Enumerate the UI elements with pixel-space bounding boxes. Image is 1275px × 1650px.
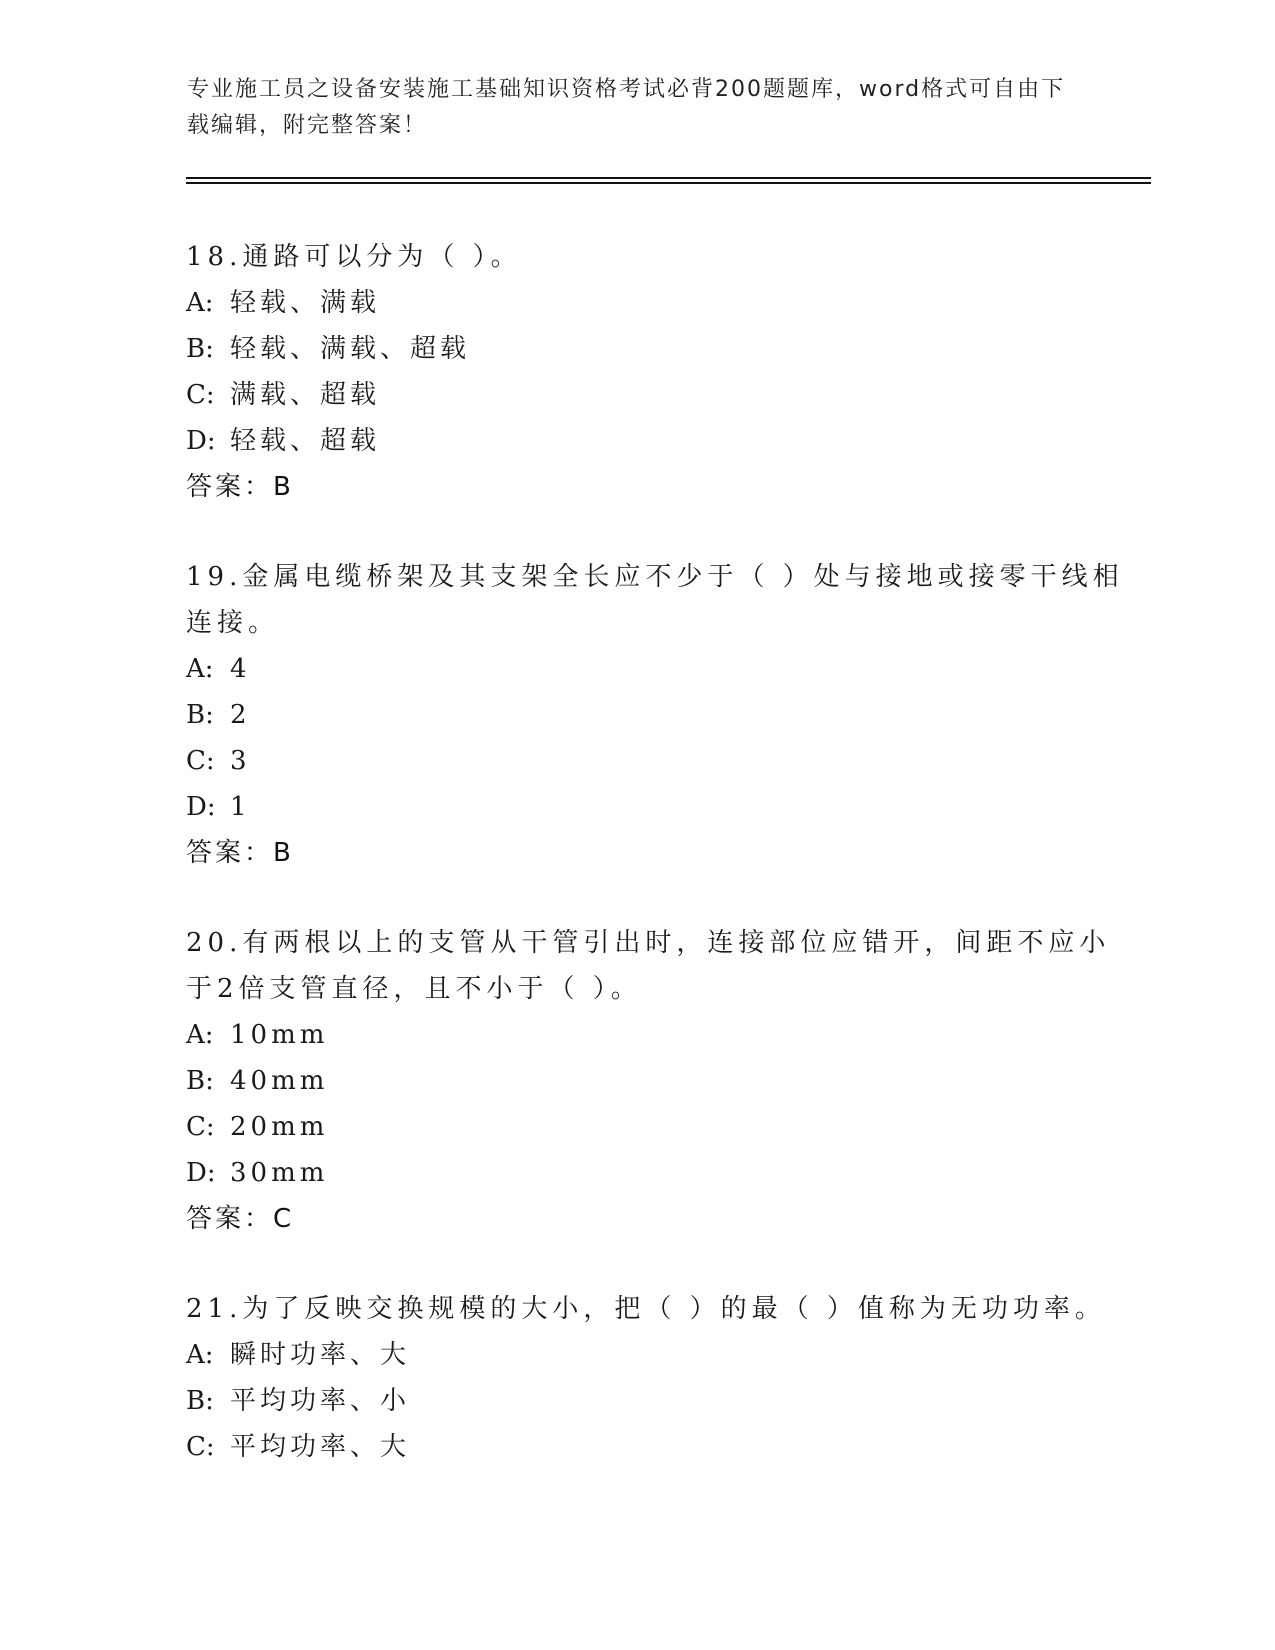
option-letter: C: xyxy=(186,746,215,776)
option-text: 轻载、满载、超载 xyxy=(230,334,471,364)
option-text: 瞬时功率、大 xyxy=(230,1340,411,1370)
option-letter: A: xyxy=(186,1020,214,1050)
option-text: 10mm xyxy=(230,1020,329,1050)
option-letter: C: xyxy=(186,1112,215,1142)
option-a xyxy=(186,1012,1126,1058)
option-text: 1 xyxy=(230,792,251,822)
question-text: 18.通路可以分为（ ）。 xyxy=(186,242,522,272)
option-text: 满载、超载 xyxy=(230,380,381,410)
question-text: 21.为了反映交换规模的大小，把（ ）的最（ ）值称为无功功率。 xyxy=(186,1294,1106,1324)
option-text: 平均功率、大 xyxy=(230,1432,411,1462)
option-letter: A: xyxy=(186,654,214,684)
option-text: 轻载、超载 xyxy=(230,426,381,456)
option-letter: A: xyxy=(186,288,214,318)
option-b xyxy=(186,692,1126,738)
question-list xyxy=(186,234,1126,1514)
option-text: 2 xyxy=(230,700,251,730)
option-a xyxy=(186,1332,1126,1378)
option-letter: B: xyxy=(186,334,214,364)
question-20 xyxy=(186,920,1126,1242)
question-19 xyxy=(186,554,1126,876)
question-21 xyxy=(186,1286,1126,1470)
question-text: 19.金属电缆桥架及其支架全长应不少于（ ）处与接地或接零干线相连接。 xyxy=(186,562,1124,638)
option-b xyxy=(186,1378,1126,1424)
option-letter: C: xyxy=(186,1432,215,1462)
option-letter: D: xyxy=(186,426,216,456)
option-letter: D: xyxy=(186,1158,216,1188)
option-b xyxy=(186,326,1126,372)
option-letter: B: xyxy=(186,700,214,730)
option-letter: C: xyxy=(186,380,215,410)
option-text: 3 xyxy=(230,746,251,776)
option-c xyxy=(186,738,1126,784)
option-text: 30mm xyxy=(230,1158,329,1188)
option-d xyxy=(186,784,1126,830)
option-c xyxy=(186,1104,1126,1150)
header-divider-top xyxy=(186,177,1151,179)
option-text: 20mm xyxy=(230,1112,329,1142)
option-letter: B: xyxy=(186,1066,214,1096)
option-c xyxy=(186,1424,1126,1470)
option-letter: B: xyxy=(186,1386,214,1416)
answer: 答案：B xyxy=(186,472,294,502)
option-d xyxy=(186,1150,1126,1196)
option-d xyxy=(186,418,1126,464)
option-a xyxy=(186,280,1126,326)
question-18 xyxy=(186,234,1126,510)
option-letter: D: xyxy=(186,792,216,822)
question-text: 20.有两根以上的支管从干管引出时，连接部位应错开，间距不应小于2倍支管直径，且不小于（ ）。 xyxy=(186,928,1111,1004)
option-a xyxy=(186,646,1126,692)
document-header: 专业施工员之设备安装施工基础知识资格考试必背200题题库，word格式可自由下载编辑，附完整答案！ xyxy=(187,77,1066,138)
answer: 答案：B xyxy=(186,838,294,868)
option-b xyxy=(186,1058,1126,1104)
option-letter: A: xyxy=(186,1340,214,1370)
option-text: 平均功率、小 xyxy=(230,1386,411,1416)
option-text: 40mm xyxy=(230,1066,329,1096)
option-text: 轻载、满载 xyxy=(230,288,381,318)
option-text: 4 xyxy=(230,654,251,684)
header-divider-bottom xyxy=(186,182,1151,184)
option-c xyxy=(186,372,1126,418)
answer: 答案：C xyxy=(186,1204,295,1234)
